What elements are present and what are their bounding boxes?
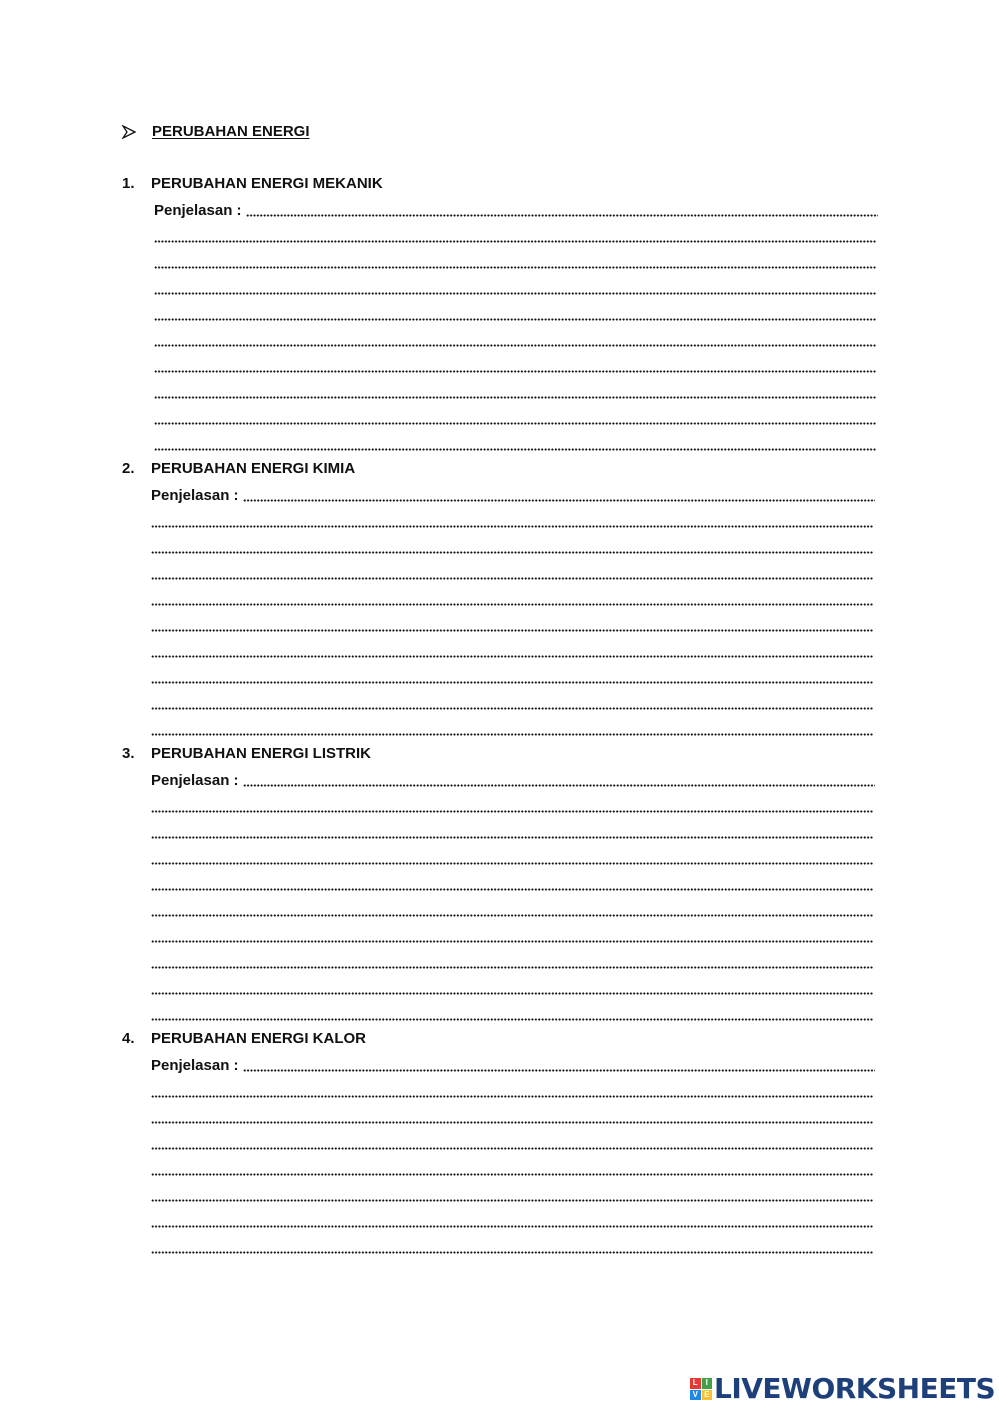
- answer-line-input[interactable]: [154, 448, 876, 451]
- section-title-text: PERUBAHAN ENERGI KALOR: [151, 1030, 367, 1047]
- answer-line-input[interactable]: [151, 681, 873, 684]
- explanation-label: Penjelasan :: [151, 772, 239, 789]
- answer-line-input[interactable]: [151, 1225, 873, 1228]
- answer-line-input[interactable]: [151, 733, 873, 736]
- answer-line-input[interactable]: [151, 525, 873, 528]
- section-title: [122, 460, 355, 478]
- logo-tile: I: [702, 1378, 713, 1389]
- section-title: [122, 1030, 366, 1048]
- answer-line-input[interactable]: [151, 551, 873, 554]
- explanation-label: Penjelasan :: [154, 202, 242, 219]
- section-title-text: PERUBAHAN ENERGI MEKANIK: [151, 175, 383, 192]
- answer-line-input[interactable]: [151, 629, 873, 632]
- brand-text: LIVEWORKSHEETS: [714, 1372, 996, 1405]
- logo-tile: V: [690, 1390, 701, 1401]
- explanation-label: Penjelasan :: [151, 487, 239, 504]
- section-title: [122, 745, 371, 763]
- answer-line-input[interactable]: [151, 1095, 873, 1098]
- section-number: 4.: [122, 1030, 135, 1047]
- answer-line-input[interactable]: [151, 603, 873, 606]
- explanation-input[interactable]: [151, 772, 875, 790]
- answer-line-input[interactable]: [151, 655, 873, 658]
- answer-line-input[interactable]: [151, 862, 873, 865]
- answer-line-input[interactable]: [151, 992, 873, 995]
- main-heading: [122, 123, 310, 141]
- answer-line-input[interactable]: [154, 266, 876, 269]
- answer-line-input[interactable]: [151, 1147, 873, 1150]
- liveworksheets-brand: [690, 1374, 995, 1404]
- dotted-line: [246, 214, 878, 217]
- answer-line-input[interactable]: [151, 888, 873, 891]
- answer-line-input[interactable]: [151, 1251, 873, 1254]
- explanation-input[interactable]: [151, 1057, 875, 1075]
- answer-line-input[interactable]: [151, 1173, 873, 1176]
- section-number: 3.: [122, 745, 135, 762]
- logo-tile: L: [690, 1378, 701, 1389]
- dotted-line: [243, 499, 875, 502]
- answer-line-input[interactable]: [151, 1199, 873, 1202]
- answer-line-input[interactable]: [154, 344, 876, 347]
- section-number: 1.: [122, 175, 135, 192]
- answer-line-input[interactable]: [151, 810, 873, 813]
- answer-line-input[interactable]: [151, 707, 873, 710]
- answer-line-input[interactable]: [154, 240, 876, 243]
- answer-line-input[interactable]: [151, 1018, 873, 1021]
- section-number: 2.: [122, 460, 135, 477]
- answer-line-input[interactable]: [154, 396, 876, 399]
- explanation-label: Penjelasan :: [151, 1057, 239, 1074]
- answer-line-input[interactable]: [151, 836, 873, 839]
- answer-line-input[interactable]: [151, 940, 873, 943]
- liveworksheets-logo-icon: [690, 1378, 712, 1400]
- answer-line-input[interactable]: [154, 370, 876, 373]
- section-title: [122, 175, 383, 193]
- answer-line-input[interactable]: [154, 318, 876, 321]
- logo-tile: E: [702, 1390, 713, 1401]
- main-heading-text: PERUBAHAN ENERGI: [152, 123, 310, 140]
- answer-line-input[interactable]: [151, 966, 873, 969]
- answer-line-input[interactable]: [151, 577, 873, 580]
- explanation-input[interactable]: [154, 202, 878, 220]
- answer-line-input[interactable]: [151, 1121, 873, 1124]
- arrow-right-icon: [122, 125, 136, 139]
- dotted-line: [243, 1069, 875, 1072]
- answer-line-input[interactable]: [154, 292, 876, 295]
- explanation-input[interactable]: [151, 487, 875, 505]
- dotted-line: [243, 784, 875, 787]
- section-title-text: PERUBAHAN ENERGI KIMIA: [151, 460, 356, 477]
- answer-line-input[interactable]: [154, 422, 876, 425]
- answer-line-input[interactable]: [151, 914, 873, 917]
- section-title-text: PERUBAHAN ENERGI LISTRIK: [151, 745, 372, 762]
